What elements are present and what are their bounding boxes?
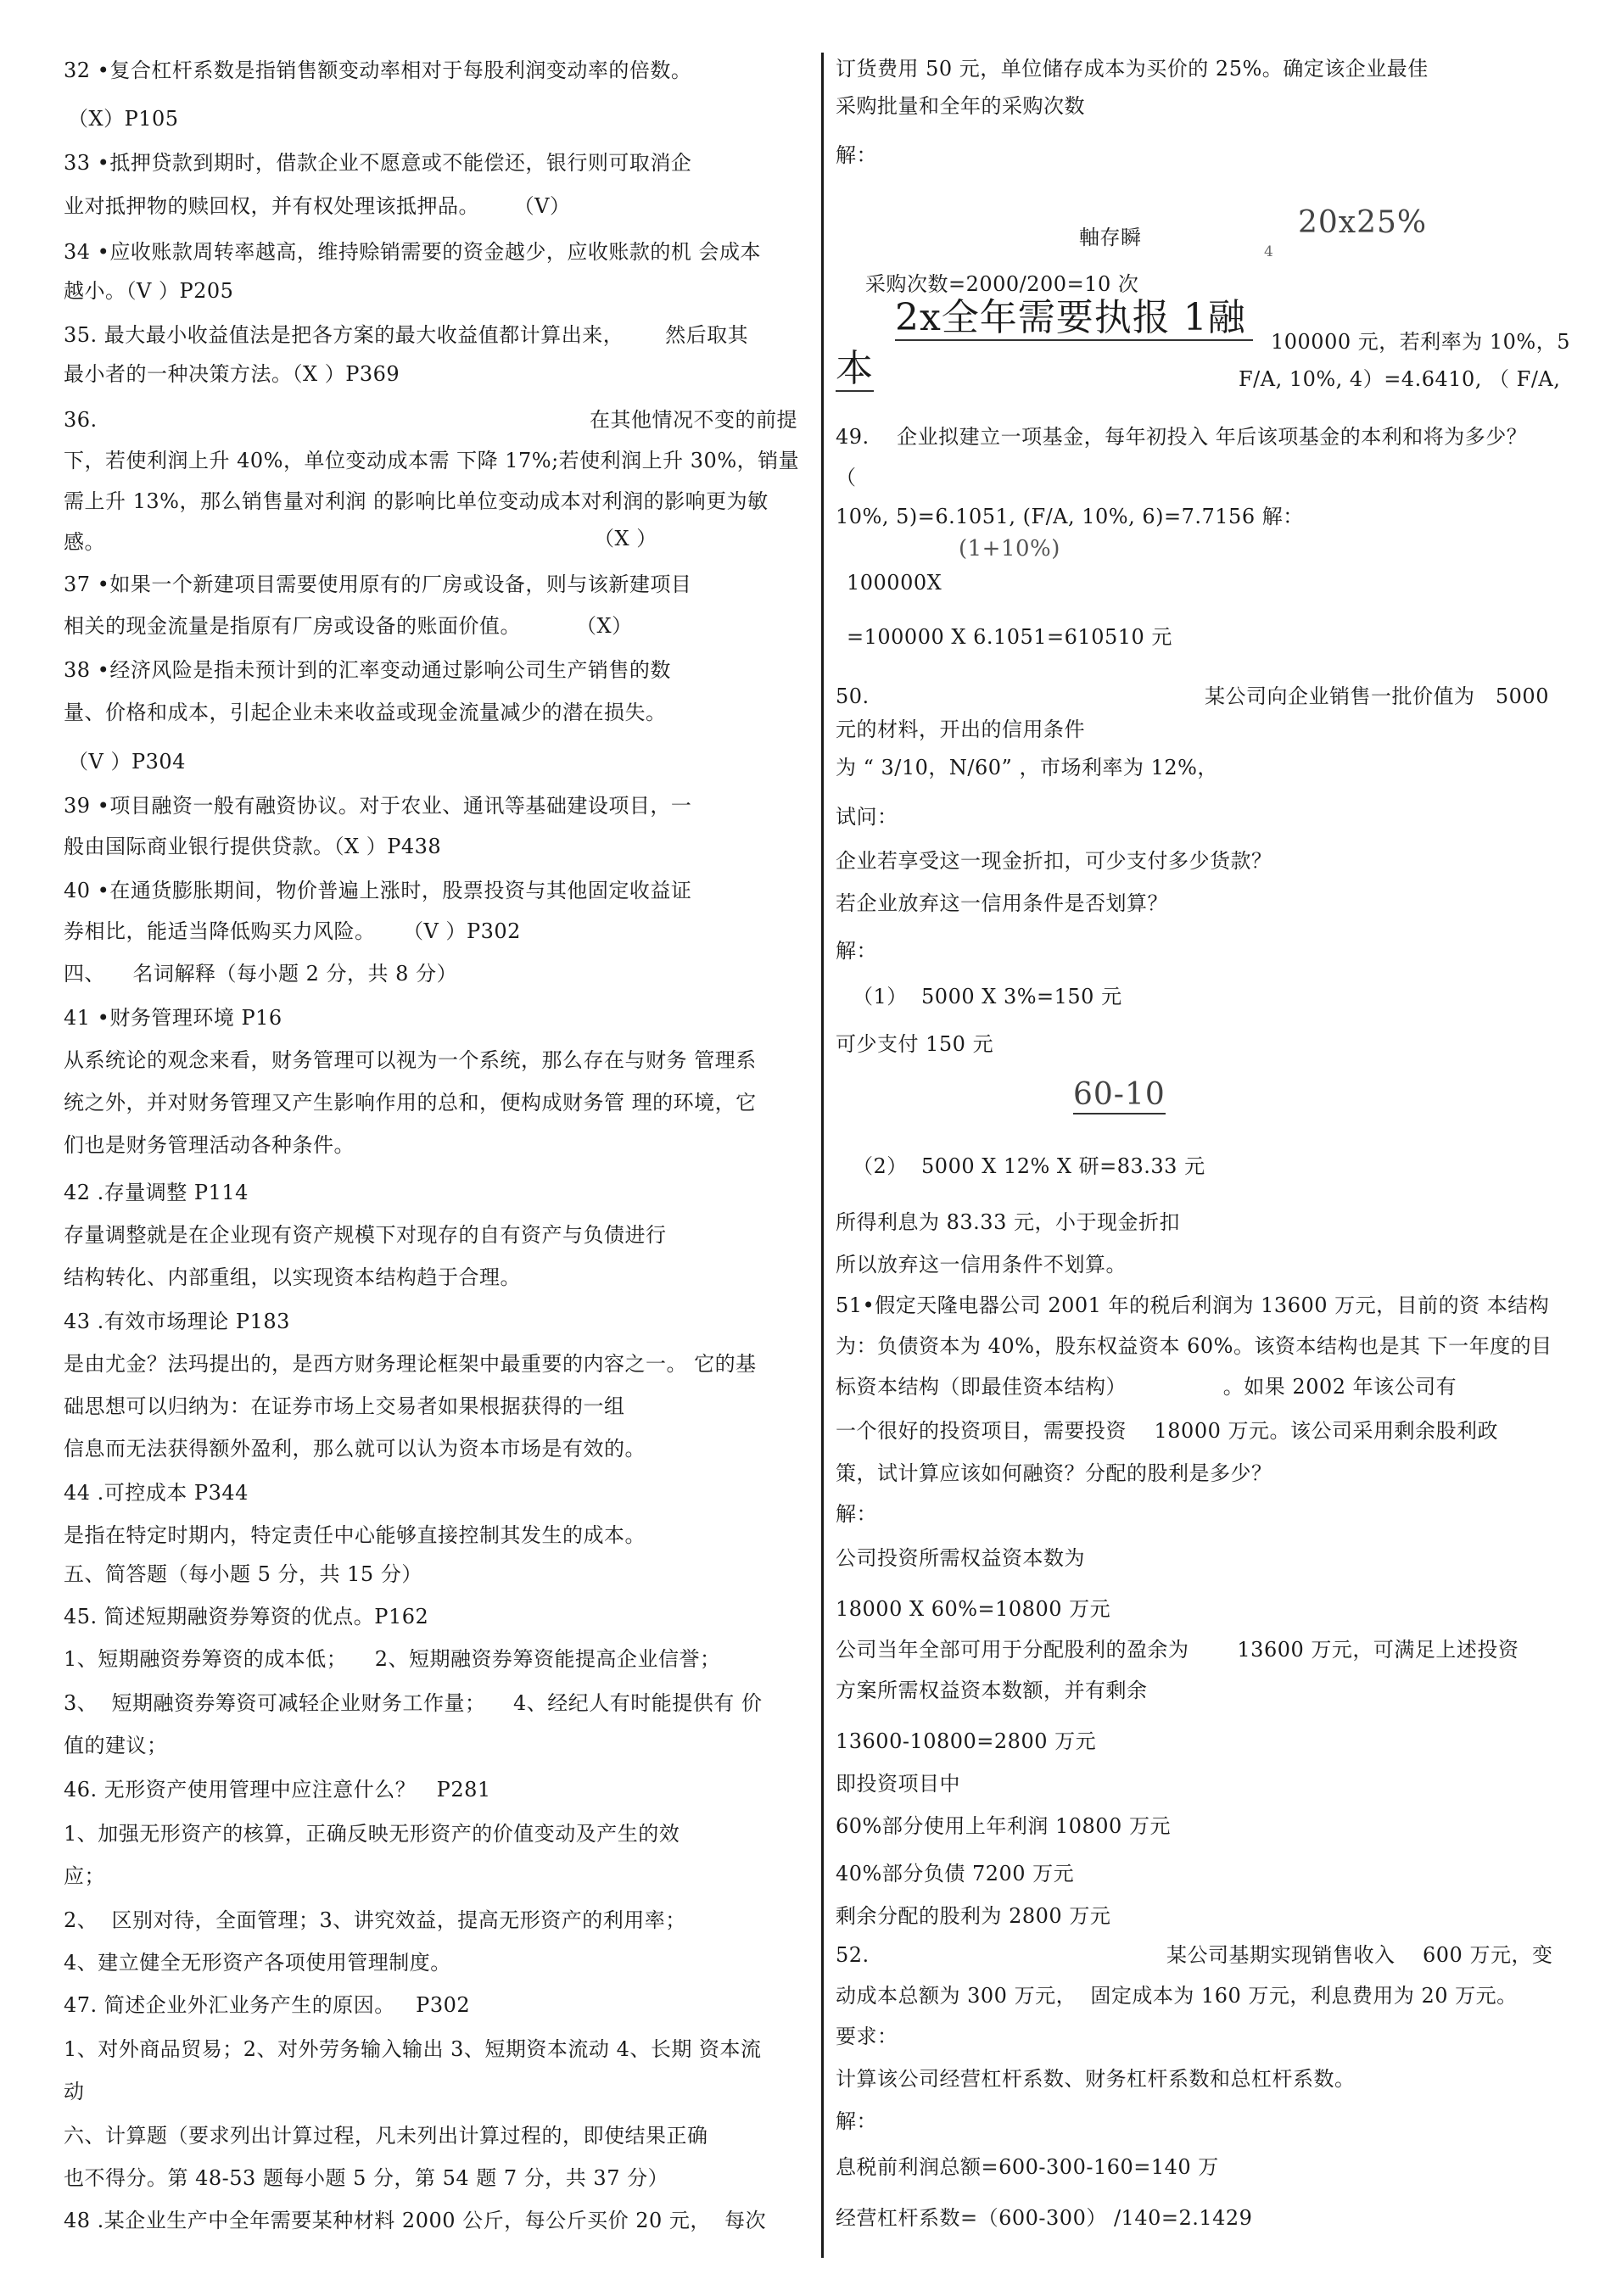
right-text-line: 軸存瞬 — [1079, 226, 1142, 249]
right-text-line: 为：负债资本为 40%，股东权益资本 60%。该资本结构也是其 下一年度的目 — [836, 1334, 1552, 1358]
right-text-line: 要求： — [836, 2025, 898, 2048]
left-text-line: 础思想可以归纳为：在证券市场上交易者如果根据获得的一组 — [64, 1394, 625, 1418]
left-text-line: 量、价格和成本，引起企业未来收益或现金流量减少的潜在损失。 — [64, 701, 667, 724]
right-text-line: 动成本总额为 300 万元， 固定成本为 160 万元，利息费用为 20 万元。 — [836, 1984, 1518, 2008]
left-text-line: 33 •抵押贷款到期时，借款企业不愿意或不能偿还，银行则可取消企 — [64, 151, 692, 175]
right-text-line: （2） 5000 X 12% X 研=83.33 元 — [853, 1154, 1205, 1178]
right-text-line: 18000 X 60%=10800 万元 — [836, 1597, 1111, 1621]
column-divider — [821, 53, 824, 2258]
formula-subscript-4: 4 — [1264, 243, 1274, 260]
right-text-line: F/A, 10%, 4）=4.6410, （ F/A, — [1239, 367, 1561, 391]
right-text-line: 50. — [836, 684, 870, 708]
right-text-line: 解： — [836, 939, 877, 963]
right-text-line: 企业若享受这一现金折扣，可少支付多少货款？ — [836, 849, 1272, 873]
formula-one-plus-rate: (1+10%) — [959, 536, 1060, 561]
left-text-line: 44 .可控成本 P344 — [64, 1481, 249, 1505]
right-text-line: 100000X — [847, 571, 942, 595]
right-text-line: 订货费用 50 元，单位储存成本为买价的 25%。确定该企业最佳 — [836, 57, 1429, 81]
right-text-line: 可少支付 150 元 — [836, 1032, 994, 1056]
left-text-line: 最小者的一种决策方法。（X ）P369 — [64, 362, 400, 386]
left-text-line: 信息而无法获得额外盈利，那么就可以认为资本市场是有效的。 — [64, 1437, 646, 1461]
left-text-line: 46. 无形资产使用管理中应注意什么？ P281 — [64, 1778, 491, 1802]
left-text-line: 六、计算题（要求列出计算过程，凡未列出计算过程的，即使结果正确 — [64, 2124, 708, 2148]
left-text-line: 五、简答题（每小题 5 分，共 15 分） — [64, 1562, 422, 1586]
right-text-line: 解： — [836, 1502, 877, 1526]
formula-big-row: 2x全年需要执报 1融 — [895, 297, 1253, 341]
left-text-line: 越小。（V ）P205 — [64, 279, 234, 303]
right-text-line: 方案所需权益资本数额，并有剩余 — [836, 1679, 1148, 1702]
left-text-line: 3、 短期融资券筹资可减轻企业财务工作量； 4、经纪人有时能提供有 价 — [64, 1691, 763, 1715]
left-text-line: 43 .有效市场理论 P183 — [64, 1310, 290, 1333]
left-text-line: 般由国际商业银行提供贷款。（X ）P438 — [64, 835, 442, 858]
left-text-line: 需上升 13%，那么销售量对利润 的影响比单位变动成本对利润的影响更为敏 — [64, 489, 769, 513]
left-text-line: 四、 名词解释（每小题 2 分，共 8 分） — [64, 962, 458, 986]
right-text-line: 公司当年全部可用于分配股利的盈余为 13600 万元，可满足上述投资 — [836, 1638, 1519, 1662]
left-text-line: 38 •经济风险是指未预计到的汇率变动通过影响公司生产销售的数 — [64, 658, 671, 682]
left-text-line: 32 •复合杠杆系数是指销售额变动率相对于每股利润变动率的倍数。 — [64, 59, 692, 82]
right-text-line: 为 “ 3/10，N/60” ，市场利率为 12%， — [836, 756, 1218, 779]
left-text-line: 47. 简述企业外汇业务产生的原因。 P302 — [64, 1993, 471, 2017]
left-text-line: （X ） — [594, 527, 657, 550]
right-text-line: 100000 元，若利率为 10%，5 — [1271, 330, 1570, 354]
right-text-line: 即投资项目中 — [836, 1772, 960, 1796]
left-text-line: （V ）P304 — [68, 750, 186, 774]
left-text-line: （X）P105 — [68, 107, 179, 131]
right-text-line: 某公司向企业销售一批价值为 5000 — [1205, 684, 1549, 708]
right-text-line: 10%, 5)=6.1051, (F/A, 10%, 6)=7.7156 解： — [836, 505, 1304, 528]
right-text-line: 51•假定天隆电器公司 2001 年的税后利润为 13600 万元，目前的资 本结构 — [836, 1293, 1550, 1317]
right-text-line: 采购批量和全年的采购次数 — [836, 94, 1085, 118]
left-text-line: 从系统论的观念来看，财务管理可以视为一个系统，那么存在与财务 管理系 — [64, 1048, 757, 1072]
right-text-line: 13600-10800=2800 万元 — [836, 1729, 1097, 1753]
right-text-line: 某公司基期实现销售收入 600 万元，变 — [1166, 1943, 1553, 1967]
left-text-line: 值的建议； — [64, 1734, 168, 1757]
formula-sixty-minus-ten: 60-10 — [1073, 1077, 1166, 1114]
left-text-line: 业对抵押物的赎回权，并有权处理该抵押品。 （V） — [64, 194, 571, 218]
left-text-line: 36. — [64, 408, 98, 432]
left-text-line: 4、建立健全无形资产各项使用管理制度。 — [64, 1951, 451, 1975]
right-text-line: 试问： — [836, 805, 898, 829]
right-text-line: 元的材料，开出的信用条件 — [836, 718, 1085, 741]
right-text-line: 40%部分负债 7200 万元 — [836, 1862, 1075, 1885]
left-text-line: 应； — [64, 1864, 105, 1888]
left-text-line: 1、短期融资券筹资的成本低； 2、短期融资券筹资能提高企业信誉； — [64, 1647, 721, 1671]
right-text-line: （1） 5000 X 3%=150 元 — [853, 985, 1122, 1008]
left-text-line: 是由尤金？法玛提出的，是西方财务理论框架中最重要的内容之一。 它的基 — [64, 1352, 757, 1376]
right-text-line: 解： — [836, 2109, 877, 2133]
left-text-line: 下，若使利润上升 40%，单位变动成本需 下降 17%;若使利润上升 30%，销量 — [64, 449, 800, 472]
left-text-line: 37 •如果一个新建项目需要使用原有的厂房或设备，则与该新建项目 — [64, 573, 692, 596]
right-text-line: 52. — [836, 1943, 870, 1967]
right-text-line: 经营杠杆系数=（600-300） /140=2.1429 — [836, 2206, 1253, 2230]
right-text-line: 所得利息为 83.33 元，小于现金折扣 — [836, 1210, 1180, 1234]
left-text-line: 39 •项目融资一般有融资协议。对于农业、通讯等基础建设项目，一 — [64, 794, 692, 818]
right-text-line: 解： — [836, 143, 877, 167]
left-text-line: 动 — [64, 2080, 85, 2103]
left-text-line: 们也是财务管理活动各种条件。 — [64, 1133, 355, 1157]
left-text-line: 1、加强无形资产的核算，正确反映无形资产的价值变动及产生的效 — [64, 1822, 680, 1846]
left-text-line: 35. 最大最小收益值法是把各方案的最大收益值都计算出来， 然后取其 — [64, 323, 749, 347]
right-text-line: 息税前利润总额=600-300-160=140 万 — [836, 2155, 1219, 2179]
right-text-line: 剩余分配的股利为 2800 万元 — [836, 1904, 1111, 1928]
left-text-line: 48 .某企业生产中全年需要某种材料 2000 公斤，每公斤买价 20 元， 每次 — [64, 2209, 767, 2232]
right-text-line: 若企业放弃这一信用条件是否划算？ — [836, 891, 1168, 915]
left-text-line: 是指在特定时期内，特定责任中心能够直接控制其发生的成本。 — [64, 1523, 646, 1547]
left-text-line: 42 .存量调整 P114 — [64, 1181, 249, 1204]
right-text-line: 策，试计算应该如何融资？分配的股利是多少？ — [836, 1461, 1272, 1485]
left-text-line: 40 •在通货膨胀期间，物价普遍上涨时，股票投资与其他固定收益证 — [64, 879, 692, 902]
left-text-line: 券相比，能适当降低购买力风险。 （V ）P302 — [64, 919, 521, 943]
right-text-line: 一个很好的投资项目，需要投资 18000 万元。该公司采用剩余股利政 — [836, 1419, 1498, 1443]
left-text-line: 45. 简述短期融资券筹资的优点。P162 — [64, 1605, 429, 1628]
left-text-line: 2、 区别对待，全面管理；3、讲究效益，提高无形资产的利用率； — [64, 1908, 686, 1932]
right-text-line: 计算该公司经营杠杆系数、财务杠杆系数和总杠杆系数。 — [836, 2067, 1356, 2091]
left-text-line: 相关的现金流量是指原有厂房或设备的账面价值。 （X） — [64, 614, 633, 638]
right-text-line: =100000 X 6.1051=610510 元 — [847, 625, 1172, 649]
left-text-line: 1、对外商品贸易；2、对外劳务输入输出 3、短期资本流动 4、长期 资本流 — [64, 2037, 762, 2061]
left-text-line: 在其他情况不变的前提 — [590, 408, 797, 432]
left-text-line: 感。 — [64, 530, 105, 554]
left-text-line: 也不得分。第 48-53 题每小题 5 分，第 54 题 7 分，共 37 分） — [64, 2166, 669, 2190]
right-text-line: 采购次数=2000/200=10 次 — [865, 272, 1139, 296]
right-text-line: 公司投资所需权益资本数为 — [836, 1546, 1085, 1570]
left-text-line: 结构转化、内部重组，以实现资本结构趋于合理。 — [64, 1265, 521, 1289]
right-text-line: 60%部分使用上年利润 10800 万元 — [836, 1814, 1171, 1838]
right-text-line: 所以放弃这一信用条件不划算。 — [836, 1253, 1127, 1276]
formula-ben: 本 — [836, 347, 874, 390]
right-text-line: （ — [836, 466, 857, 489]
right-text-line: 49. 企业拟建立一项基金，每年初投入 年后该项基金的本利和将为多少？ — [836, 425, 1528, 449]
left-text-line: 统之外，并对财务管理又产生影响作用的总和，便构成财务管 理的环境，它 — [64, 1091, 757, 1114]
left-text-line: 34 •应收账款周转率越高，维持赊销需要的资金越少，应收账款的机 会成本 — [64, 240, 761, 264]
left-text-line: 41 •财务管理环境 P16 — [64, 1006, 282, 1030]
right-text-line: 标资本结构（即最佳资本结构） 。如果 2002 年该公司有 — [836, 1375, 1457, 1399]
left-text-line: 存量调整就是在企业现有资产规模下对现存的自有资产与负债进行 — [64, 1223, 667, 1247]
formula-20x25: 20x25% — [1298, 205, 1428, 240]
